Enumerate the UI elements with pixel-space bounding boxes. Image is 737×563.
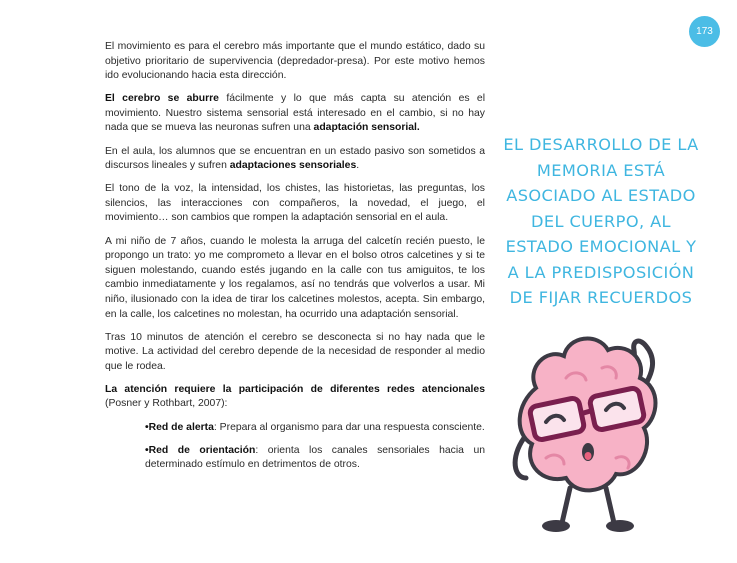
bold-text: •Red de alerta [145,421,214,433]
text-segment: El movimiento es para el cerebro más importante que el mundo estático, dado su objetivo prioritario de supervivencia (depredador-presa). Por este motivo hemos ido evolucionando hacia esta dirección. [105,41,485,82]
bullet-alert-network [145,421,485,436]
text-segment: Tras 10 minutos de atención el cerebro se desconecta si no hay nada que le motive. La actividad del cerebro depende de la necesidad de responder al medio que le rodea. [105,331,485,372]
bold-text: •Red de orientación [145,444,256,456]
text-segment: En el aula, los alumnos que se encuentran en un estado pasivo son sometidos a discursos lineales y sufren [105,145,485,172]
text-segment: A mi niño de 7 años, cuando le molesta la arruga del calcetín recién puesto, le propongo un trato: yo me comprometo a llevar en el bolso otros calcetines y si te siguen molestando, cuando estés jugando en la calle con tus amiguitos, te los cambio inmediatamente y los regalamos, así no tendrás que volverlos a usar. Mi niño, ilusionado con la idea de tirar los calcetines molestos, acepta. Sin embargo, en la calle, los calcetines no molestan, ha ocurrido una adaptación sensorial. [105,235,485,320]
text-segment: : orienta los canales sensoriales hacia un determinado estímulo en detrimentos de otros. [145,444,486,471]
paragraph-3 [105,145,485,174]
text-segment: . [356,160,360,172]
text-segment: : Prepara al organismo para dar una respuesta consciente. [213,421,485,433]
bold-text: El cerebro se aburre [105,93,219,105]
paragraph-2 [105,92,485,136]
page-number: 173 [689,16,720,47]
callout-quote: EL DESARROLLO DE LA MEMORIA ESTÁ ASOCIADO AL ESTADO DEL CUERPO, AL ESTADO EMOCIONAL Y A LA PREDISPOSICIÓN DE FIJAR RECUERDOS [503,135,699,307]
bold-text: La atención requiere la participación de diferentes redes atencionales [105,383,485,395]
paragraph-4 [105,182,485,226]
text-segment: fácilmente y lo que más capta su atención es el movimiento. Nuestro sistema sensorial está interesado en el cambio, si no hay nada que se mueva las neuronas sufren una [105,93,485,134]
paragraph-6 [105,331,485,375]
paragraph-7 [105,383,485,412]
bullet-orientation-network [145,444,485,473]
paragraph-1 [105,40,485,84]
bold-text: adaptación sensorial. [313,122,420,134]
paragraph-5 [105,235,485,323]
body-text [105,40,485,481]
text-segment: El tono de la voz, la intensidad, los chistes, las historietas, las preguntas, los silencios, las interacciones con compañeros, la novedad, el juego, el movimiento… son cambios que rompen la adaptación sensorial en el aula. [105,183,485,224]
text-segment: (Posner y Rothbart, 2007): [105,398,228,410]
bold-text: adaptaciones sensoriales [229,160,357,172]
brain-character-icon [506,318,686,543]
